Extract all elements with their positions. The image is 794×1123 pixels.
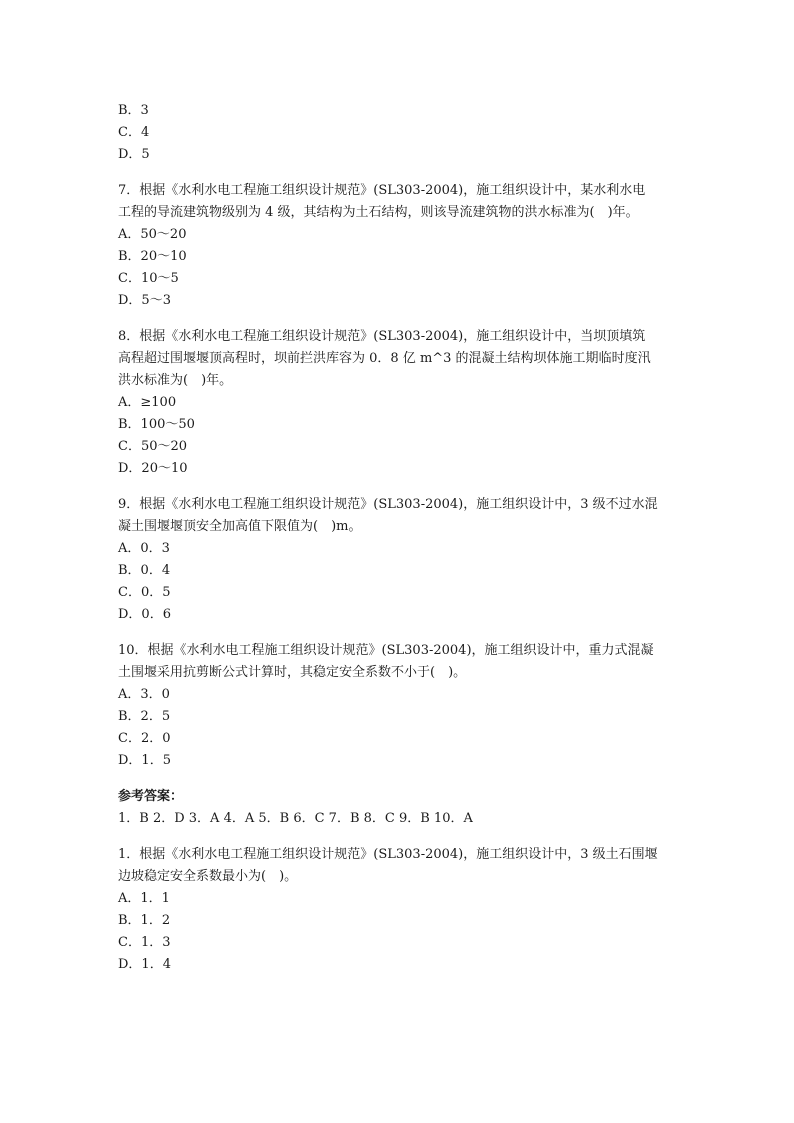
question-stem-line: 土围堰采用抗剪断公式计算时，其稳定安全系数不小于( )。	[118, 665, 467, 680]
question-stem-line: 工程的导流建筑物级别为 4 级，其结构为土石结构，则该导流建筑物的洪水标准为( )年。	[118, 205, 639, 220]
option-c: C．1．3	[118, 935, 171, 950]
option-d: D．5	[118, 147, 150, 162]
option-b: B．2．5	[118, 709, 171, 724]
answers-text: 1．B 2．D 3．A 4．A 5．B 6．C 7．B 8．C 9．B 10．A	[118, 811, 473, 826]
option-b: B．0．4	[118, 563, 171, 578]
reference-answers	[118, 786, 678, 830]
question-7	[118, 180, 678, 312]
answers-title: 参考答案：	[118, 789, 184, 804]
option-c: C．4	[118, 125, 150, 140]
option-a: A．≥100	[118, 395, 177, 410]
question-stem-line: 高程超过围堰堰顶高程时，坝前拦洪库容为 0．8 亿 m^3 的混凝土结构坝体施工期临时度汛	[118, 351, 651, 366]
question-10	[118, 640, 678, 772]
option-a: A．50～20	[118, 227, 187, 242]
question-stem-line: 1．根据《水利水电工程施工组织设计规范》(SL303-2004)，施工组织设计中，3 级土石围堰	[118, 847, 658, 862]
option-d: D．1．4	[118, 957, 171, 972]
question-8	[118, 326, 678, 480]
option-c: C．50～20	[118, 439, 188, 454]
option-b: B．3	[118, 103, 149, 118]
option-c: C．2．0	[118, 731, 171, 746]
option-c: C．0．5	[118, 585, 171, 600]
option-b: B．100～50	[118, 417, 195, 432]
option-a: A．1．1	[118, 891, 170, 906]
question-stem-line: 8．根据《水利水电工程施工组织设计规范》(SL303-2004)，施工组织设计中，当坝顶填筑	[118, 329, 646, 344]
document-page	[118, 100, 678, 976]
question-9	[118, 494, 678, 626]
option-d: D．5～3	[118, 293, 171, 308]
option-d: D．0．6	[118, 607, 171, 622]
question-stem-line: 凝土围堰堰顶安全加高值下限值为( )m。	[118, 519, 362, 534]
question-stem-line: 7．根据《水利水电工程施工组织设计规范》(SL303-2004)，施工组织设计中，某水利水电	[118, 183, 646, 198]
question-stem-line: 10．根据《水利水电工程施工组织设计规范》(SL303-2004)，施工组织设计中，重力式混凝	[118, 643, 654, 658]
option-a: A．3．0	[118, 687, 170, 702]
option-b: B．20～10	[118, 249, 187, 264]
question-stem-line: 9．根据《水利水电工程施工组织设计规范》(SL303-2004)，施工组织设计中，3 级不过水混	[118, 497, 658, 512]
option-d: D．20～10	[118, 461, 188, 476]
option-c: C．10～5	[118, 271, 179, 286]
option-d: D．1．5	[118, 753, 171, 768]
question-stem-line: 洪水标准为( )年。	[118, 373, 233, 388]
option-b: B．1．2	[118, 913, 171, 928]
previous-question-options	[118, 100, 678, 166]
question-stem-line: 边坡稳定安全系数最小为( )。	[118, 869, 298, 884]
option-a: A．0．3	[118, 541, 170, 556]
next-question-1	[118, 844, 678, 976]
